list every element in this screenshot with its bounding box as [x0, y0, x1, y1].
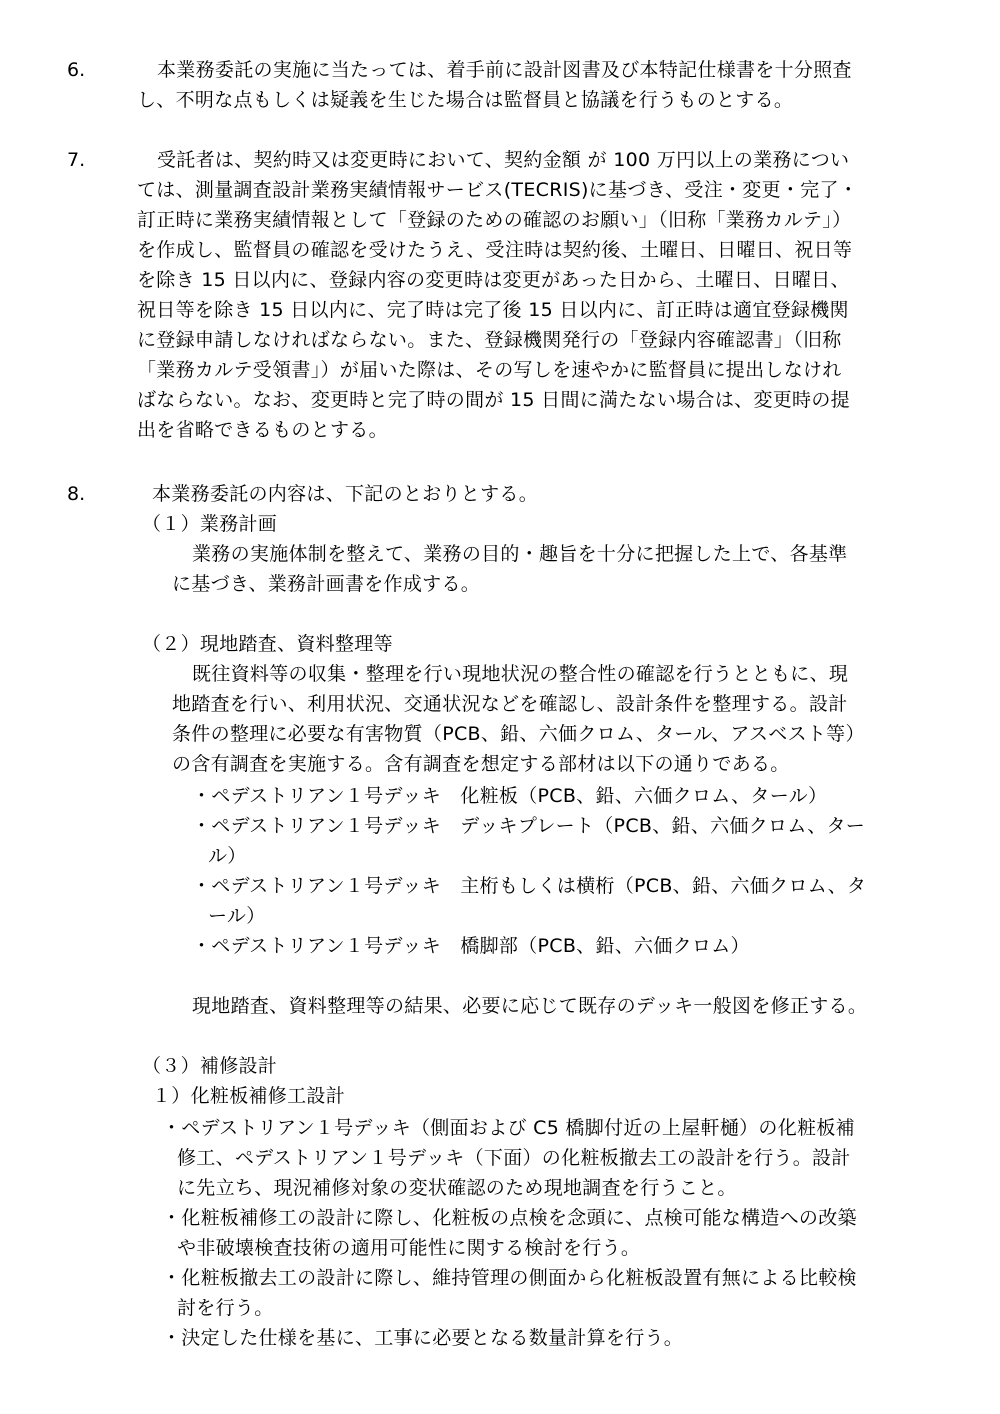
- sub2-line-1: 既往資料等の収集・整理を行い現地状況の整合性の確認を行うとともに、現: [192, 663, 849, 685]
- sub2-bullet-3-cont: ール）: [208, 905, 266, 927]
- sub3-bullet-1: ・ペデストリアン１号デッキ（側面および C5 橋脚付近の上屋軒樋）の化粧板補: [162, 1117, 855, 1139]
- sub1-line-2: に基づき、業務計画書を作成する。: [172, 573, 481, 595]
- sub2-line-2: 地踏査を行い、利用状況、交通状況などを確認し、設計条件を整理する。設計: [172, 693, 848, 715]
- section-number-8: 8.: [67, 483, 86, 505]
- sub2-bullet-4: ・ペデストリアン１号デッキ 橋脚部（PCB、鉛、六価クロム）: [192, 935, 750, 957]
- sec8-intro: 本業務委託の内容は、下記のとおりとする。: [152, 483, 539, 505]
- sub3-heading: （３）補修設計: [142, 1055, 278, 1077]
- sub2-bullet-3: ・ペデストリアン１号デッキ 主桁もしくは横桁（PCB、鉛、六価クロム、タ: [192, 875, 867, 897]
- sec7-line-5: を除き 15 日以内に、登録内容の変更時は変更があった日から、土曜日、日曜日、: [137, 269, 850, 291]
- sec7-line-7: に登録申請しなければならない。また、登録機関発行の「登録内容確認書」（旧称: [137, 329, 842, 351]
- sub2-closing: 現地踏査、資料整理等の結果、必要に応じて既存のデッキ一般図を修正する。: [192, 995, 868, 1017]
- sec7-line-10: 出を省略できるものとする。: [137, 419, 388, 441]
- sub1-line-1: 業務の実施体制を整えて、業務の目的・趣旨を十分に把握した上で、各基準: [192, 543, 848, 565]
- sec7-line-6: 祝日等を除き 15 日以内に、完了時は完了後 15 日以内に、訂正時は適宜登録機関: [137, 299, 849, 321]
- sub1-heading: （１）業務計画: [142, 513, 278, 535]
- sec7-line-3: 訂正時に業務実績情報として「登録のための確認のお願い」（旧称「業務カルテ」）: [137, 209, 852, 231]
- sub3-bullet-3: ・化粧板撤去工の設計に際し、維持管理の側面から化粧板設置有無による比較検: [162, 1267, 857, 1289]
- sub2-heading: （２）現地踏査、資料整理等: [142, 633, 393, 655]
- sub2-bullet-1: ・ペデストリアン１号デッキ 化粧板（PCB、鉛、六価クロム、タール）: [192, 785, 828, 807]
- sub2-bullet-2-cont: ル）: [208, 845, 247, 867]
- sec6-line-2: し、不明な点もしくは疑義を生じた場合は監督員と協議を行うものとする。: [137, 89, 794, 111]
- sub3-bullet-3-cont: 討を行う。: [177, 1297, 274, 1319]
- sec6-line-1: 本業務委託の実施に当たっては、着手前に設計図書及び本特記仕様書を十分照査: [157, 59, 852, 81]
- sec7-line-2: ては、測量調査設計業務実績情報サービス(TECRIS)に基づき、受注・変更・完了・: [137, 179, 859, 201]
- sec7-line-8: 「業務カルテ受領書」）が届いた際は、その写しを速やかに監督員に提出しなけれ: [137, 359, 842, 381]
- sub2-bullet-2: ・ペデストリアン１号デッキ デッキプレート（PCB、鉛、六価クロム、ター: [192, 815, 866, 837]
- sub2-line-4: の含有調査を実施する。含有調査を想定する部材は以下の通りである。: [172, 753, 790, 775]
- sec7-line-1: 受託者は、契約時又は変更時において、契約金額 が 100 万円以上の業務につい: [157, 149, 850, 171]
- sub3-bullet-1-cont-1: 修工、ペデストリアン１号デッキ（下面）の化粧板撤去工の設計を行う。設計: [177, 1147, 851, 1169]
- sub3-bullet-2-cont: や非破壊検査技術の適用可能性に関する検討を行う。: [177, 1237, 641, 1259]
- sec7-line-4: を作成し、監督員の確認を受けたうえ、受注時は契約後、土曜日、日曜日、祝日等: [137, 239, 853, 261]
- sub3-item1-heading: １）化粧板補修工設計: [152, 1085, 346, 1107]
- sub2-line-3: 条件の整理に必要な有害物質（PCB、鉛、六価クロム、タール、アスベスト等）: [172, 723, 865, 745]
- sub3-bullet-4: ・決定した仕様を基に、工事に必要となる数量計算を行う。: [162, 1327, 684, 1349]
- sec7-line-9: ばならない。なお、変更時と完了時の間が 15 日間に満たない場合は、変更時の提: [137, 389, 850, 411]
- sub3-bullet-2: ・化粧板補修工の設計に際し、化粧板の点検を念頭に、点検可能な構造への改築: [162, 1207, 857, 1229]
- sub3-bullet-1-cont-2: に先立ち、現況補修対象の変状確認のため現地調査を行うこと。: [177, 1177, 737, 1199]
- section-number-6: 6.: [67, 59, 86, 81]
- section-number-7: 7.: [67, 149, 86, 171]
